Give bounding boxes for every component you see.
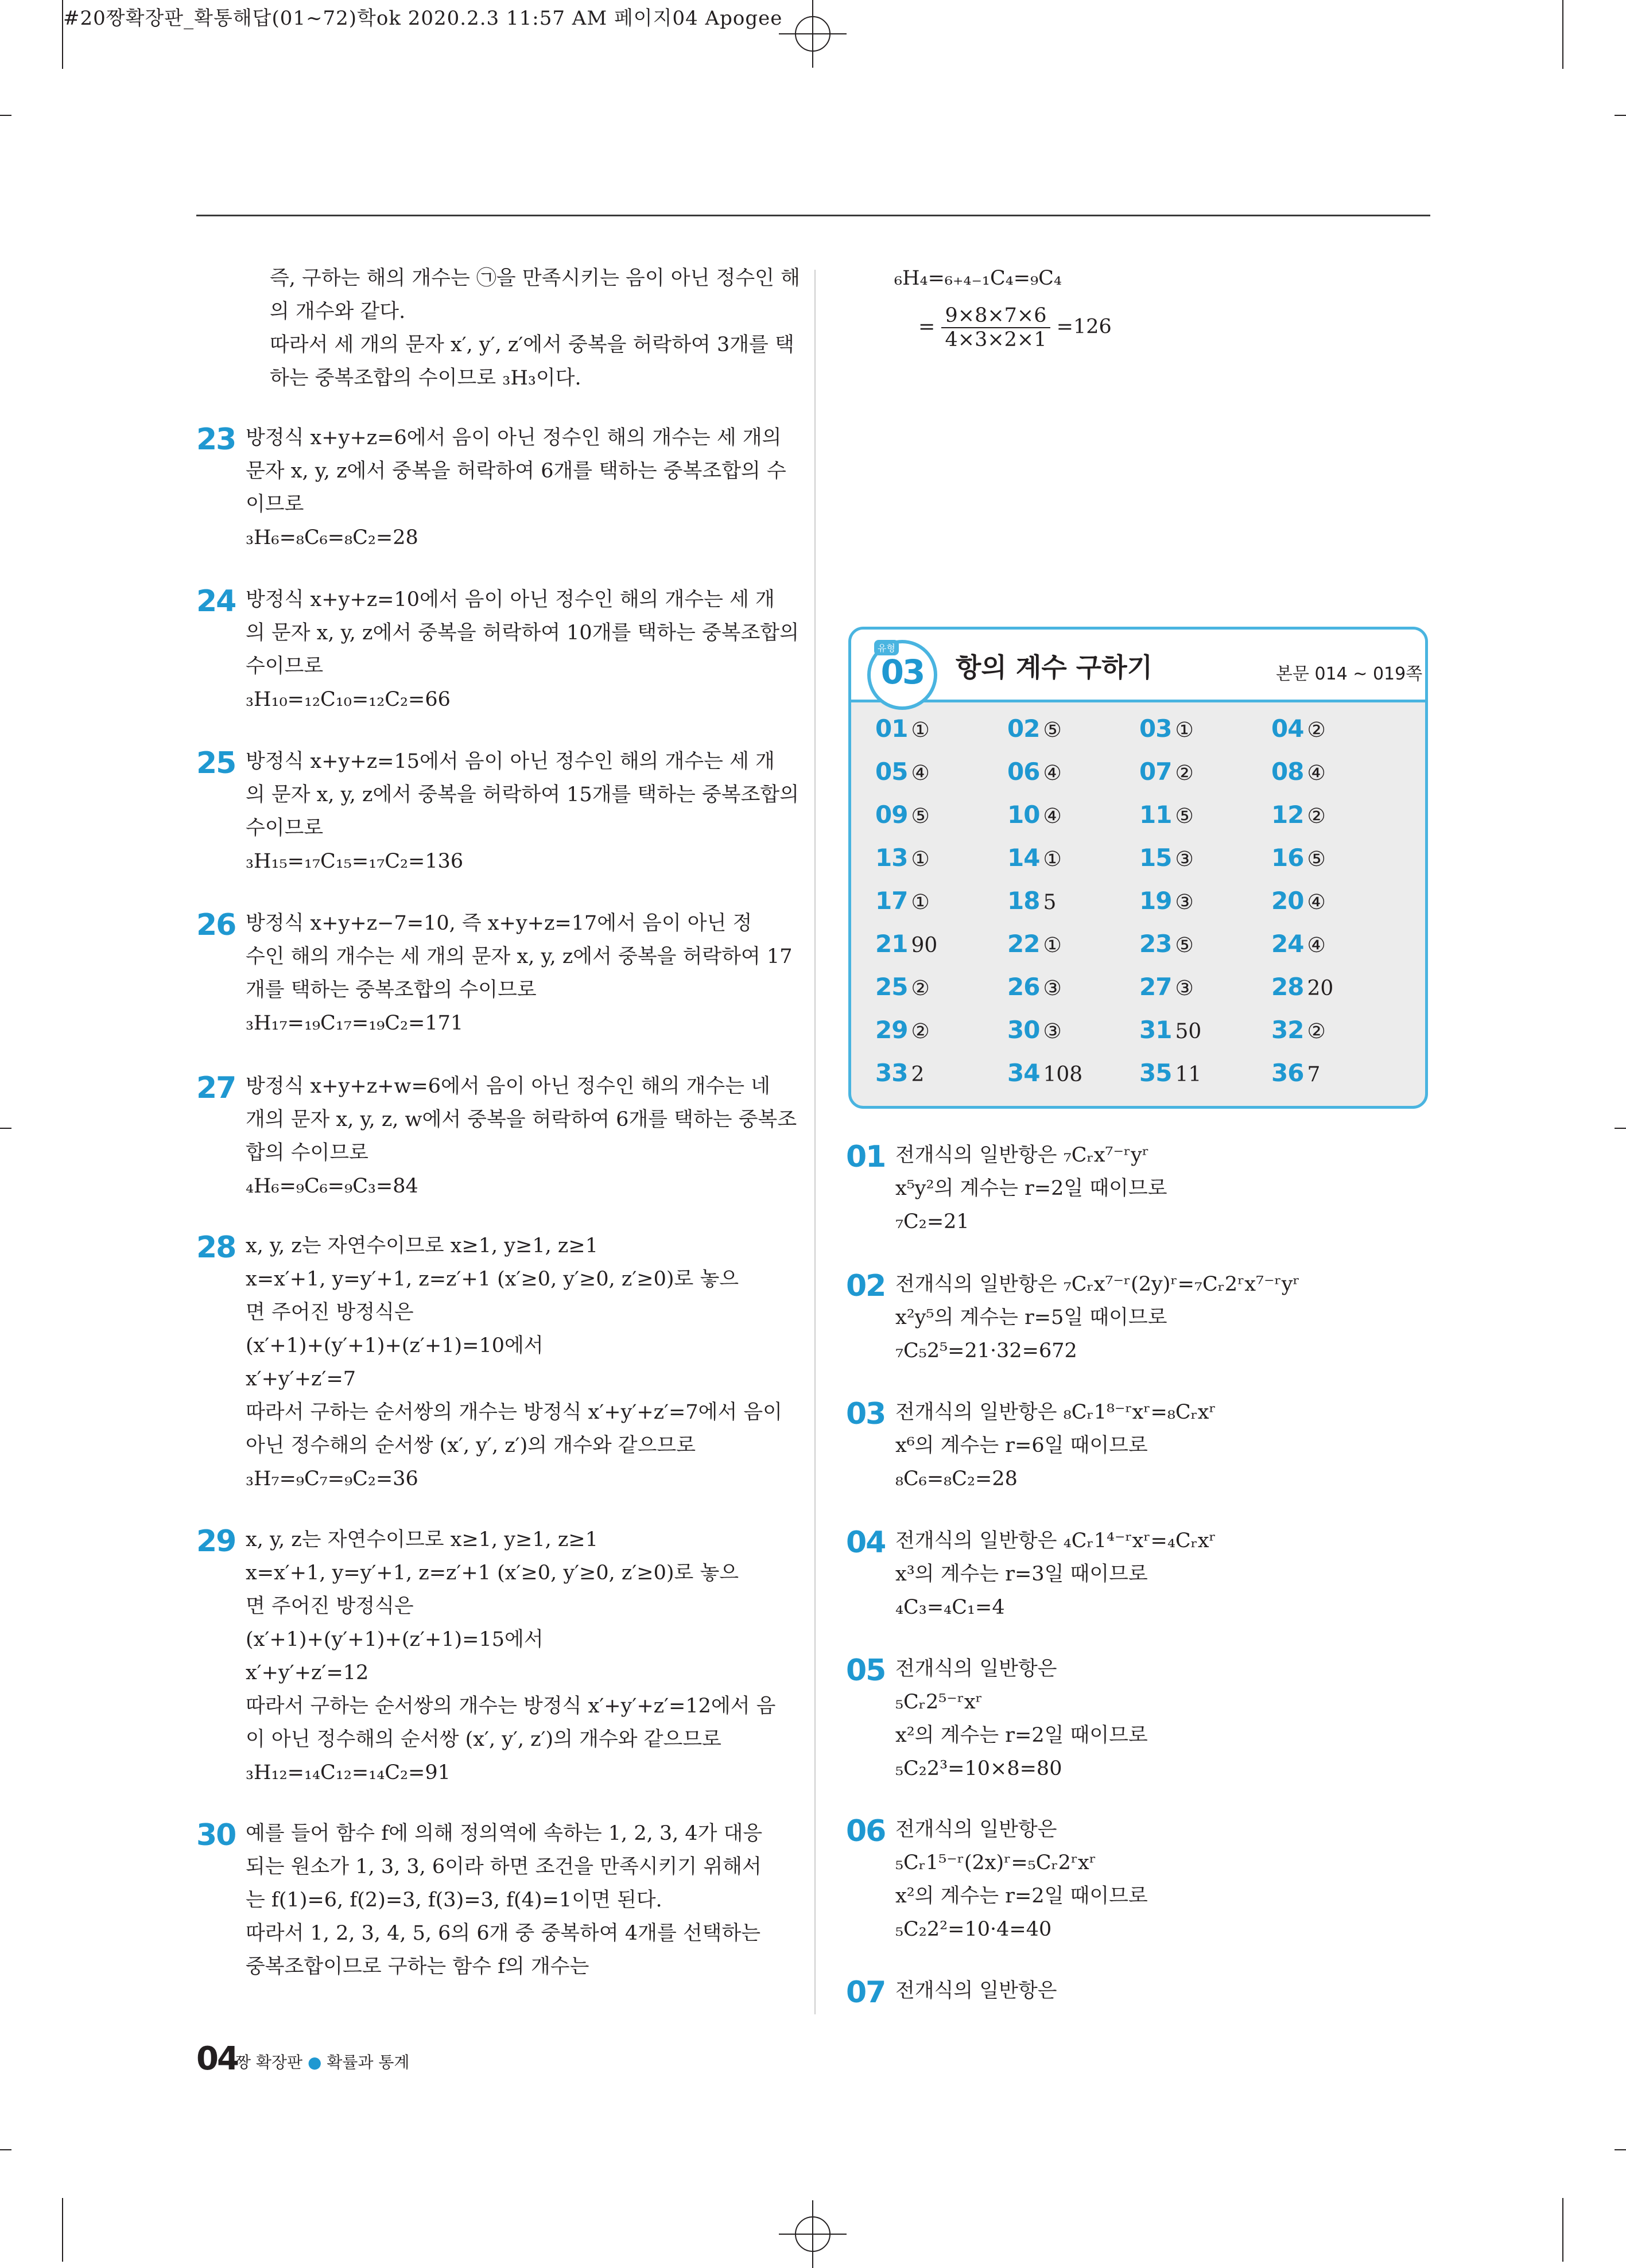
solution-body	[895, 1816, 1148, 1949]
answer-item	[1007, 973, 1062, 1001]
answer-item	[1271, 1059, 1320, 1087]
header-rule	[196, 215, 1430, 216]
problem-line: 방정식 x+y+z−7=10, 즉 x+y+z=17에서 음이 아닌 정	[246, 912, 752, 935]
answer-value: ③	[1043, 977, 1062, 1000]
crop-mark	[0, 2149, 11, 2150]
answer-value: ③	[1043, 1020, 1062, 1043]
answer-box	[848, 627, 1428, 1109]
answer-number: 13	[875, 844, 908, 872]
problem-line: 이므로	[246, 493, 304, 516]
solution-line: ₅C₂2³=10×8=80	[895, 1757, 1062, 1780]
solution-number: 01	[846, 1140, 886, 1174]
answer-number: 08	[1271, 758, 1304, 786]
answer-number: 33	[875, 1059, 908, 1087]
intro-line: 즉, 구하는 해의 개수는 ㉠을 만족시키는 음이 아닌 정수인 해	[270, 267, 800, 290]
page-reference: 본문 014 ~ 019쪽	[1276, 664, 1423, 684]
answer-number: 24	[1271, 930, 1304, 958]
solution-line: x⁵y²의 계수는 r=2일 때이므로	[895, 1177, 1167, 1200]
answer-item	[1139, 758, 1194, 786]
problem-line: ₃H₁₀=₁₂C₁₀=₁₂C₂=66	[246, 688, 451, 711]
solution-line: ₈C₆=₈C₂=28	[895, 1467, 1018, 1490]
answer-value: 11	[1175, 1063, 1202, 1086]
problem-number: 26	[196, 908, 236, 942]
answer-value: ④	[1043, 805, 1062, 828]
answer-value: ⑤	[911, 805, 930, 828]
answer-value: ①	[911, 719, 930, 742]
problem-line: x, y, z는 자연수이므로 x≥1, y≥1, z≥1	[246, 1528, 598, 1551]
problem-body	[246, 748, 799, 881]
answer-item	[1271, 1016, 1326, 1044]
answer-value: ④	[1307, 762, 1326, 785]
page-number: 04	[196, 2040, 238, 2077]
answer-item	[875, 714, 930, 743]
answer-item	[875, 1016, 930, 1044]
answer-value: 50	[1175, 1020, 1202, 1043]
answer-number: 22	[1007, 930, 1040, 958]
answer-value: ①	[1043, 848, 1062, 871]
answer-number: 19	[1139, 887, 1172, 915]
answer-item	[875, 973, 930, 1001]
crop-mark	[0, 115, 11, 116]
problem-number: 24	[196, 584, 236, 619]
answer-value: ⑤	[1307, 848, 1326, 871]
problem-line: 아닌 정수해의 순서쌍 (x′, y′, z′)의 개수와 같으므로	[246, 1434, 696, 1457]
fraction	[941, 304, 1050, 351]
answer-item	[1271, 973, 1333, 1001]
solution-number: 05	[846, 1653, 886, 1688]
answer-value: 5	[1043, 891, 1057, 914]
answer-value: 90	[911, 934, 938, 957]
solution-line: x³의 계수는 r=3일 때이므로	[895, 1563, 1148, 1586]
problem-line: 따라서 구하는 순서쌍의 개수는 방정식 x′+y′+z′=7에서 음이	[246, 1401, 782, 1424]
crop-mark	[1562, 2198, 1563, 2262]
solution-line: 전개식의 일반항은 ₄Cᵣ1⁴⁻ʳxʳ=₄Cᵣxʳ	[895, 1529, 1216, 1552]
answer-item	[1007, 1059, 1082, 1087]
problem-line: 개를 택하는 중복조합의 수이므로	[246, 978, 537, 1001]
problem-line: 방정식 x+y+z=6에서 음이 아닌 정수인 해의 개수는 세 개의	[246, 426, 782, 449]
answer-number: 27	[1139, 973, 1172, 1001]
answer-number: 17	[875, 887, 908, 915]
answer-number: 30	[1007, 1016, 1040, 1044]
answer-item	[875, 758, 930, 786]
answer-number: 14	[1007, 844, 1040, 872]
answer-value: ①	[1175, 719, 1194, 742]
solution-body	[895, 1656, 1148, 1789]
answer-item	[875, 801, 930, 829]
answer-item	[875, 887, 930, 915]
problem-line: x′+y′+z′=7	[246, 1368, 356, 1391]
answer-item	[1007, 714, 1062, 743]
answer-item	[1139, 930, 1194, 958]
problem-line: ₃H₇=₉C₇=₉C₂=36	[246, 1467, 418, 1490]
answer-number: 04	[1271, 714, 1304, 743]
answer-number: 07	[1139, 758, 1172, 786]
answer-number: 29	[875, 1016, 908, 1044]
problem-number: 27	[196, 1071, 236, 1105]
problem-line: (x′+1)+(y′+1)+(z′+1)=10에서	[246, 1334, 544, 1357]
answer-item	[1271, 930, 1326, 958]
answer-value: ③	[1175, 848, 1194, 871]
bullet-icon: ●	[308, 2053, 322, 2072]
solution-line: ₅C₂2²=10·4=40	[895, 1918, 1052, 1941]
solution-line: 전개식의 일반항은	[895, 1979, 1057, 2002]
problem-number: 23	[196, 422, 236, 457]
problem-line: x=x′+1, y=y′+1, z=z′+1 (x′≥0, y′≥0, z′≥0)로 놓으	[246, 1268, 739, 1291]
answer-item	[1007, 1016, 1062, 1044]
answer-number: 32	[1271, 1016, 1304, 1044]
problem-line: 면 주어진 방정식은	[246, 1595, 414, 1618]
problem-line: 따라서 1, 2, 3, 4, 5, 6의 6개 중 중복하여 4개를 선택하는	[246, 1922, 761, 1945]
answer-item	[1271, 844, 1326, 872]
answer-value: ②	[1307, 805, 1326, 828]
solution-number: 04	[846, 1525, 886, 1560]
problem-line: 방정식 x+y+z=15에서 음이 아닌 정수인 해의 개수는 세 개	[246, 750, 775, 773]
solution-line: ₇C₅2⁵=21·32=672	[895, 1339, 1077, 1362]
answer-item	[1139, 973, 1194, 1001]
answer-value: ①	[911, 848, 930, 871]
answer-number: 26	[1007, 973, 1040, 1001]
answer-number: 23	[1139, 930, 1172, 958]
problem-line: 개의 문자 x, y, z, w에서 중복을 허락하여 6개를 택하는 중복조	[246, 1108, 797, 1131]
problem-number: 30	[196, 1818, 236, 1853]
answer-value: ②	[911, 1020, 930, 1043]
problem-body	[246, 1233, 782, 1499]
answer-item	[1007, 887, 1056, 915]
problem-line: ₃H₁₂=₁₄C₁₂=₁₄C₂=91	[246, 1761, 451, 1784]
column-divider	[814, 270, 816, 2014]
crop-mark	[62, 2198, 63, 2262]
answer-number: 05	[875, 758, 908, 786]
intro-line: 따라서 세 개의 문자 x′, y′, z′에서 중복을 허락하여 3개를 택	[270, 333, 794, 356]
problem-number: 25	[196, 746, 236, 780]
registration-mark-icon	[795, 16, 831, 52]
subject-title: 확률과 통계	[327, 2053, 410, 2072]
solution-body	[895, 1399, 1216, 1499]
solution-line: x²의 계수는 r=2일 때이므로	[895, 1724, 1148, 1747]
answer-item	[875, 1059, 924, 1087]
type-number: 03	[880, 653, 924, 692]
problem-line: 수인 해의 개수는 세 개의 문자 x, y, z에서 중복을 허락하여 17	[246, 945, 793, 968]
solution-number: 03	[846, 1397, 886, 1431]
continuation-line: ₆H₄=₆₊₄₋₁C₄=₉C₄	[894, 267, 1062, 290]
problem-line: 이 아닌 정수해의 순서쌍 (x′, y′, z′)의 개수와 같으므로	[246, 1728, 721, 1751]
solution-line: ₇C₂=21	[895, 1210, 969, 1233]
answer-number: 02	[1007, 714, 1040, 743]
solution-line: 전개식의 일반항은	[895, 1657, 1057, 1680]
solution-line: 전개식의 일반항은	[895, 1818, 1057, 1841]
solution-line: ₅Cᵣ2⁵⁻ʳxʳ	[895, 1691, 983, 1714]
problem-number: 29	[196, 1524, 236, 1559]
problem-line: 중복조합이므로 구하는 함수 f의 개수는	[246, 1955, 589, 1978]
answer-number: 18	[1007, 887, 1040, 915]
answer-number: 34	[1007, 1059, 1040, 1087]
answer-item	[1139, 844, 1194, 872]
solution-line: x²y⁵의 계수는 r=5일 때이므로	[895, 1306, 1167, 1329]
answer-value: 2	[911, 1063, 925, 1086]
answer-item	[1271, 887, 1326, 915]
problem-line: x′+y′+z′=12	[246, 1661, 369, 1684]
answer-value: ⑤	[1175, 934, 1194, 957]
answer-item	[1139, 801, 1194, 829]
answer-item	[1139, 1059, 1201, 1087]
answer-value: ②	[911, 977, 930, 1000]
problem-body	[246, 1820, 762, 1987]
problem-line: ₃H₁₇=₁₉C₁₇=₁₉C₂=171	[246, 1012, 464, 1035]
solution-body	[895, 1978, 1057, 2011]
answer-number: 36	[1271, 1059, 1304, 1087]
answer-value: 20	[1307, 977, 1334, 1000]
solution-body	[895, 1271, 1300, 1371]
problem-line: (x′+1)+(y′+1)+(z′+1)=15에서	[246, 1628, 544, 1651]
solution-line: ₄C₃=₄C₁=4	[895, 1596, 1005, 1619]
answer-item	[1007, 930, 1062, 958]
answer-number: 35	[1139, 1059, 1172, 1087]
print-slug: #20짱확장판_확통해답(01~72)학ok 2020.2.3 11:57 AM 페이지04 Apogee	[63, 7, 783, 30]
problem-line: x, y, z는 자연수이므로 x≥1, y≥1, z≥1	[246, 1234, 598, 1257]
solution-line: x⁶의 계수는 r=6일 때이므로	[895, 1434, 1148, 1457]
problem-line: 되는 원소가 1, 3, 3, 6이라 하면 조건을 만족시키기 위해서	[246, 1855, 762, 1878]
answer-number: 28	[1271, 973, 1304, 1001]
answer-number: 21	[875, 930, 908, 958]
problem-line: 수이므로	[246, 655, 324, 678]
fraction-result: =126	[1056, 315, 1112, 339]
solution-body	[895, 1142, 1167, 1242]
problem-body	[246, 425, 786, 558]
answer-value: 108	[1043, 1063, 1083, 1086]
answer-item	[875, 930, 937, 958]
answer-value: ④	[911, 762, 930, 785]
answer-value: ④	[1043, 762, 1062, 785]
answer-item	[1139, 1016, 1201, 1044]
fraction-denominator: 4×3×2×1	[945, 328, 1047, 351]
crop-mark	[62, 0, 63, 69]
solution-line: 전개식의 일반항은 ₈Cᵣ1⁸⁻ʳxʳ=₈Cᵣxʳ	[895, 1401, 1216, 1424]
answer-number: 25	[875, 973, 908, 1001]
type-badge	[867, 640, 937, 710]
type-tag: 유형	[874, 640, 899, 655]
crop-mark	[0, 1128, 11, 1129]
solution-line: 전개식의 일반항은 ₇Cᵣx⁷⁻ʳ(2y)ʳ=₇Cᵣ2ʳx⁷⁻ʳyʳ	[895, 1273, 1300, 1296]
answer-item	[1007, 844, 1062, 872]
answer-value: ③	[1175, 977, 1194, 1000]
problem-body	[246, 587, 799, 720]
answer-value: ⑤	[1043, 719, 1062, 742]
problem-line: 합의 수이므로	[246, 1141, 368, 1164]
answer-item	[1271, 758, 1326, 786]
problem-line: 는 f(1)=6, f(2)=3, f(3)=3, f(4)=1이면 된다.	[246, 1889, 662, 1912]
answer-value: ①	[911, 891, 930, 914]
answer-item	[1139, 714, 1194, 743]
answer-number: 12	[1271, 801, 1304, 829]
fraction-equation	[918, 304, 1112, 351]
intro-line: 하는 중복조합의 수이므로 ₃H₃이다.	[270, 367, 581, 390]
problem-body	[246, 1073, 797, 1206]
crop-mark	[1562, 0, 1563, 69]
answer-number: 15	[1139, 844, 1172, 872]
crop-mark	[1615, 115, 1626, 116]
problem-line: ₄H₆=₉C₆=₉C₃=84	[246, 1175, 418, 1198]
problem-line: x=x′+1, y=y′+1, z=z′+1 (x′≥0, y′≥0, z′≥0)로 놓으	[246, 1562, 739, 1585]
problem-line: 방정식 x+y+z+w=6에서 음이 아닌 정수인 해의 개수는 네	[246, 1075, 770, 1098]
solution-line: ₅Cᵣ1⁵⁻ʳ(2x)ʳ=₅Cᵣ2ʳxʳ	[895, 1851, 1096, 1874]
answer-box-title: 항의 계수 구하기	[956, 652, 1153, 683]
answer-box-header	[851, 630, 1425, 702]
answer-value: 7	[1307, 1063, 1321, 1086]
answer-item	[1007, 758, 1062, 786]
answer-item	[1139, 887, 1194, 915]
solution-line: x²의 계수는 r=2일 때이므로	[895, 1885, 1148, 1908]
intro-line: 의 개수와 같다.	[270, 300, 406, 323]
answer-item	[1271, 801, 1326, 829]
answer-number: 09	[875, 801, 908, 829]
solution-line: 전개식의 일반항은 ₇Cᵣx⁷⁻ʳyʳ	[895, 1144, 1150, 1167]
answer-value: ④	[1307, 934, 1326, 957]
answer-value: ②	[1307, 1020, 1326, 1043]
answer-number: 10	[1007, 801, 1040, 829]
answer-value: ④	[1307, 891, 1326, 914]
solution-number: 02	[846, 1269, 886, 1303]
registration-mark-icon	[795, 2216, 831, 2252]
answer-number: 03	[1139, 714, 1172, 743]
problem-line: 수이므로	[246, 817, 324, 840]
problem-line: 예를 들어 함수 f에 의해 정의역에 속하는 1, 2, 3, 4가 대응	[246, 1822, 763, 1845]
answer-number: 01	[875, 714, 908, 743]
problem-line: 문자 x, y, z에서 중복을 허락하여 6개를 택하는 중복조합의 수	[246, 460, 786, 483]
answer-number: 20	[1271, 887, 1304, 915]
answer-item	[1007, 801, 1062, 829]
answer-value: ①	[1043, 934, 1062, 957]
fraction-numerator: 9×8×7×6	[941, 304, 1050, 328]
solution-number: 06	[846, 1814, 886, 1848]
problem-line: 방정식 x+y+z=10에서 음이 아닌 정수인 해의 개수는 세 개	[246, 588, 775, 611]
answer-value: ⑤	[1175, 805, 1194, 828]
answer-value: ③	[1175, 891, 1194, 914]
problem-body	[246, 910, 792, 1043]
answer-number: 06	[1007, 758, 1040, 786]
problem-line: ₃H₁₅=₁₇C₁₅=₁₇C₂=136	[246, 850, 464, 873]
answer-item	[875, 844, 930, 872]
answer-item	[1271, 714, 1326, 743]
answer-value: ②	[1307, 719, 1326, 742]
problem-line: 의 문자 x, y, z에서 중복을 허락하여 15개를 택하는 중복조합의	[246, 783, 800, 806]
answer-number: 31	[1139, 1016, 1172, 1044]
equals-sign: =	[918, 315, 936, 339]
problem-line: ₃H₆=₈C₆=₈C₂=28	[246, 526, 418, 549]
book-title: 짱 확장판	[235, 2053, 303, 2072]
problem-number: 28	[196, 1230, 236, 1265]
problem-line: 따라서 구하는 순서쌍의 개수는 방정식 x′+y′+z′=12에서 음	[246, 1695, 776, 1718]
problem-line: 면 주어진 방정식은	[246, 1301, 414, 1324]
answer-number: 11	[1139, 801, 1172, 829]
footer-text	[235, 2050, 410, 2073]
problem-line: 의 문자 x, y, z에서 중복을 허락하여 10개를 택하는 중복조합의	[246, 622, 800, 644]
solution-number: 07	[846, 1975, 886, 2010]
crop-mark	[1615, 2149, 1626, 2150]
answer-value: ②	[1175, 762, 1194, 785]
answer-number: 16	[1271, 844, 1304, 872]
solution-body	[895, 1528, 1216, 1628]
crop-mark	[1615, 1128, 1626, 1129]
problem-body	[246, 1527, 775, 1793]
